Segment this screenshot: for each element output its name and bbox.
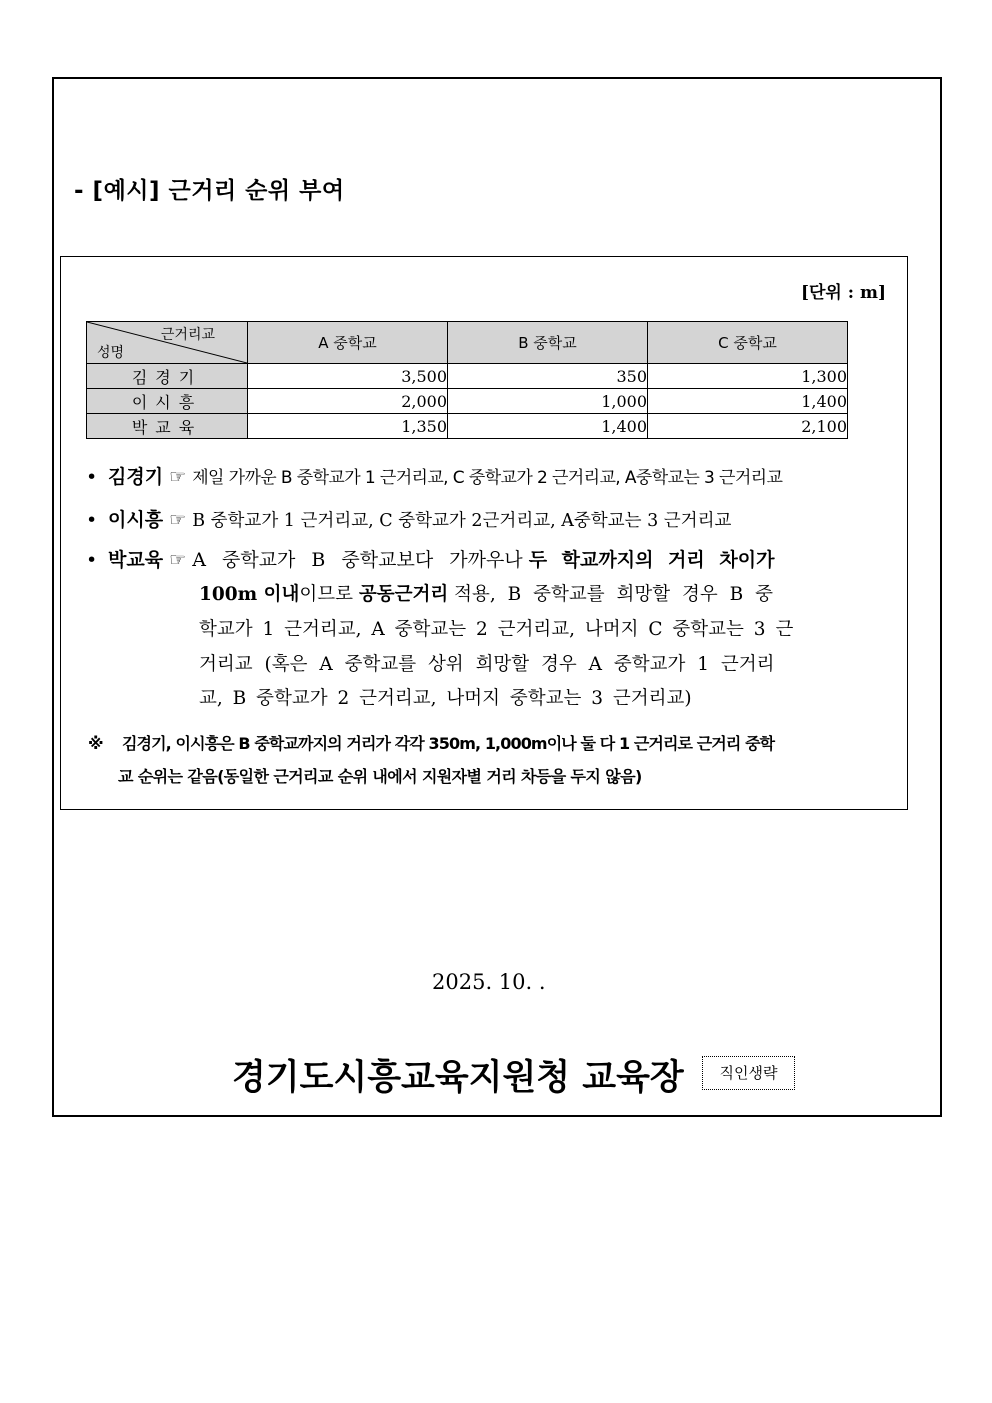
note-mark: ※ <box>88 734 104 753</box>
value-cell: 1,300 <box>648 364 848 389</box>
value-cell: 1,000 <box>448 389 648 414</box>
bullet-bold-text: 두 학교까지의 거리 차이가 <box>528 549 775 571</box>
bullet-text: B 중학교가 1 근거리교, C 중학교가 2근거리교, A중학교는 3 근거리교 <box>192 511 732 531</box>
bullet-name: 박교육 <box>108 549 164 571</box>
bullet-dot: • <box>86 549 98 571</box>
row-name-cell: 김경기 <box>87 364 248 389</box>
corner-header-cell <box>87 322 248 364</box>
note-line-1 <box>88 731 774 754</box>
value-cell: 1,350 <box>248 414 448 439</box>
bullet-name: 김경기 <box>108 466 164 488</box>
value-cell: 2,000 <box>248 389 448 414</box>
row-name-cell: 이시흥 <box>87 389 248 414</box>
table-row <box>87 389 848 414</box>
table-row <box>87 414 848 439</box>
column-header: B 중학교 <box>448 322 648 364</box>
bold-text: 100m 이내 <box>199 584 300 605</box>
column-header: A 중학교 <box>248 322 448 364</box>
section-heading: - [예시] 근거리 순위 부여 <box>74 178 345 204</box>
bullet-park <box>86 545 774 572</box>
table-header-row <box>87 322 848 364</box>
value-cell: 350 <box>448 364 648 389</box>
corner-bottom-label: 성명 <box>97 345 125 361</box>
issuer-title: 경기도시흥교육지원청 교육장 <box>232 1058 684 1098</box>
pointer-icon: ☞ <box>169 466 187 488</box>
document-date: 2025. 10. . <box>432 970 546 994</box>
park-line-2 <box>199 580 773 606</box>
note-text: 김경기, 이시흥은 B 중학교까지의 거리가 각각 350m, 1,000m이나 둘 다 1 근거리로 근거리 중학 <box>122 734 775 753</box>
bullet-kim <box>86 462 782 489</box>
note-line-2: 교 순위는 같음(동일한 근거리교 순위 내에서 지원자별 거리 차등을 두지 않음) <box>118 767 642 786</box>
value-cell: 1,400 <box>648 389 848 414</box>
pointer-icon: ☞ <box>169 509 187 531</box>
park-line-4: 거리교 (혹은 A 중학교를 상위 희망할 경우 A 중학교가 1 근거리 <box>199 654 775 675</box>
pointer-icon: ☞ <box>169 549 187 571</box>
row-name-cell: 박교육 <box>87 414 248 439</box>
bullet-text: A 중학교가 B 중학교보다 가까우나 <box>192 549 523 571</box>
seal-omitted-box: 직인생략 <box>702 1056 795 1090</box>
bullet-name: 이시흥 <box>108 509 164 531</box>
distance-table <box>86 321 848 439</box>
value-cell: 1,400 <box>448 414 648 439</box>
bullet-text: 제일 가까운 B 중학교가 1 근거리교, C 중학교가 2 근거리교, A중학교는 3 근거리교 <box>192 468 783 488</box>
bullet-lee <box>86 505 731 532</box>
text: 적용, B 중학교를 희망할 경우 B 중 <box>454 584 773 605</box>
unit-label: [단위 : m] <box>800 283 886 303</box>
value-cell: 3,500 <box>248 364 448 389</box>
value-cell: 2,100 <box>648 414 848 439</box>
table-row <box>87 364 848 389</box>
park-line-5: 교, B 중학교가 2 근거리교, 나머지 중학교는 3 근거리교) <box>199 688 692 709</box>
bold-text: 공동근거리 <box>358 584 449 605</box>
bullet-dot: • <box>86 466 98 488</box>
text: 이므로 <box>299 584 353 605</box>
corner-top-label: 근거리교 <box>160 327 215 343</box>
bullet-dot: • <box>86 509 98 531</box>
park-line-3: 학교가 1 근거리교, A 중학교는 2 근거리교, 나머지 C 중학교는 3 근 <box>199 619 794 640</box>
column-header: C 중학교 <box>648 322 848 364</box>
